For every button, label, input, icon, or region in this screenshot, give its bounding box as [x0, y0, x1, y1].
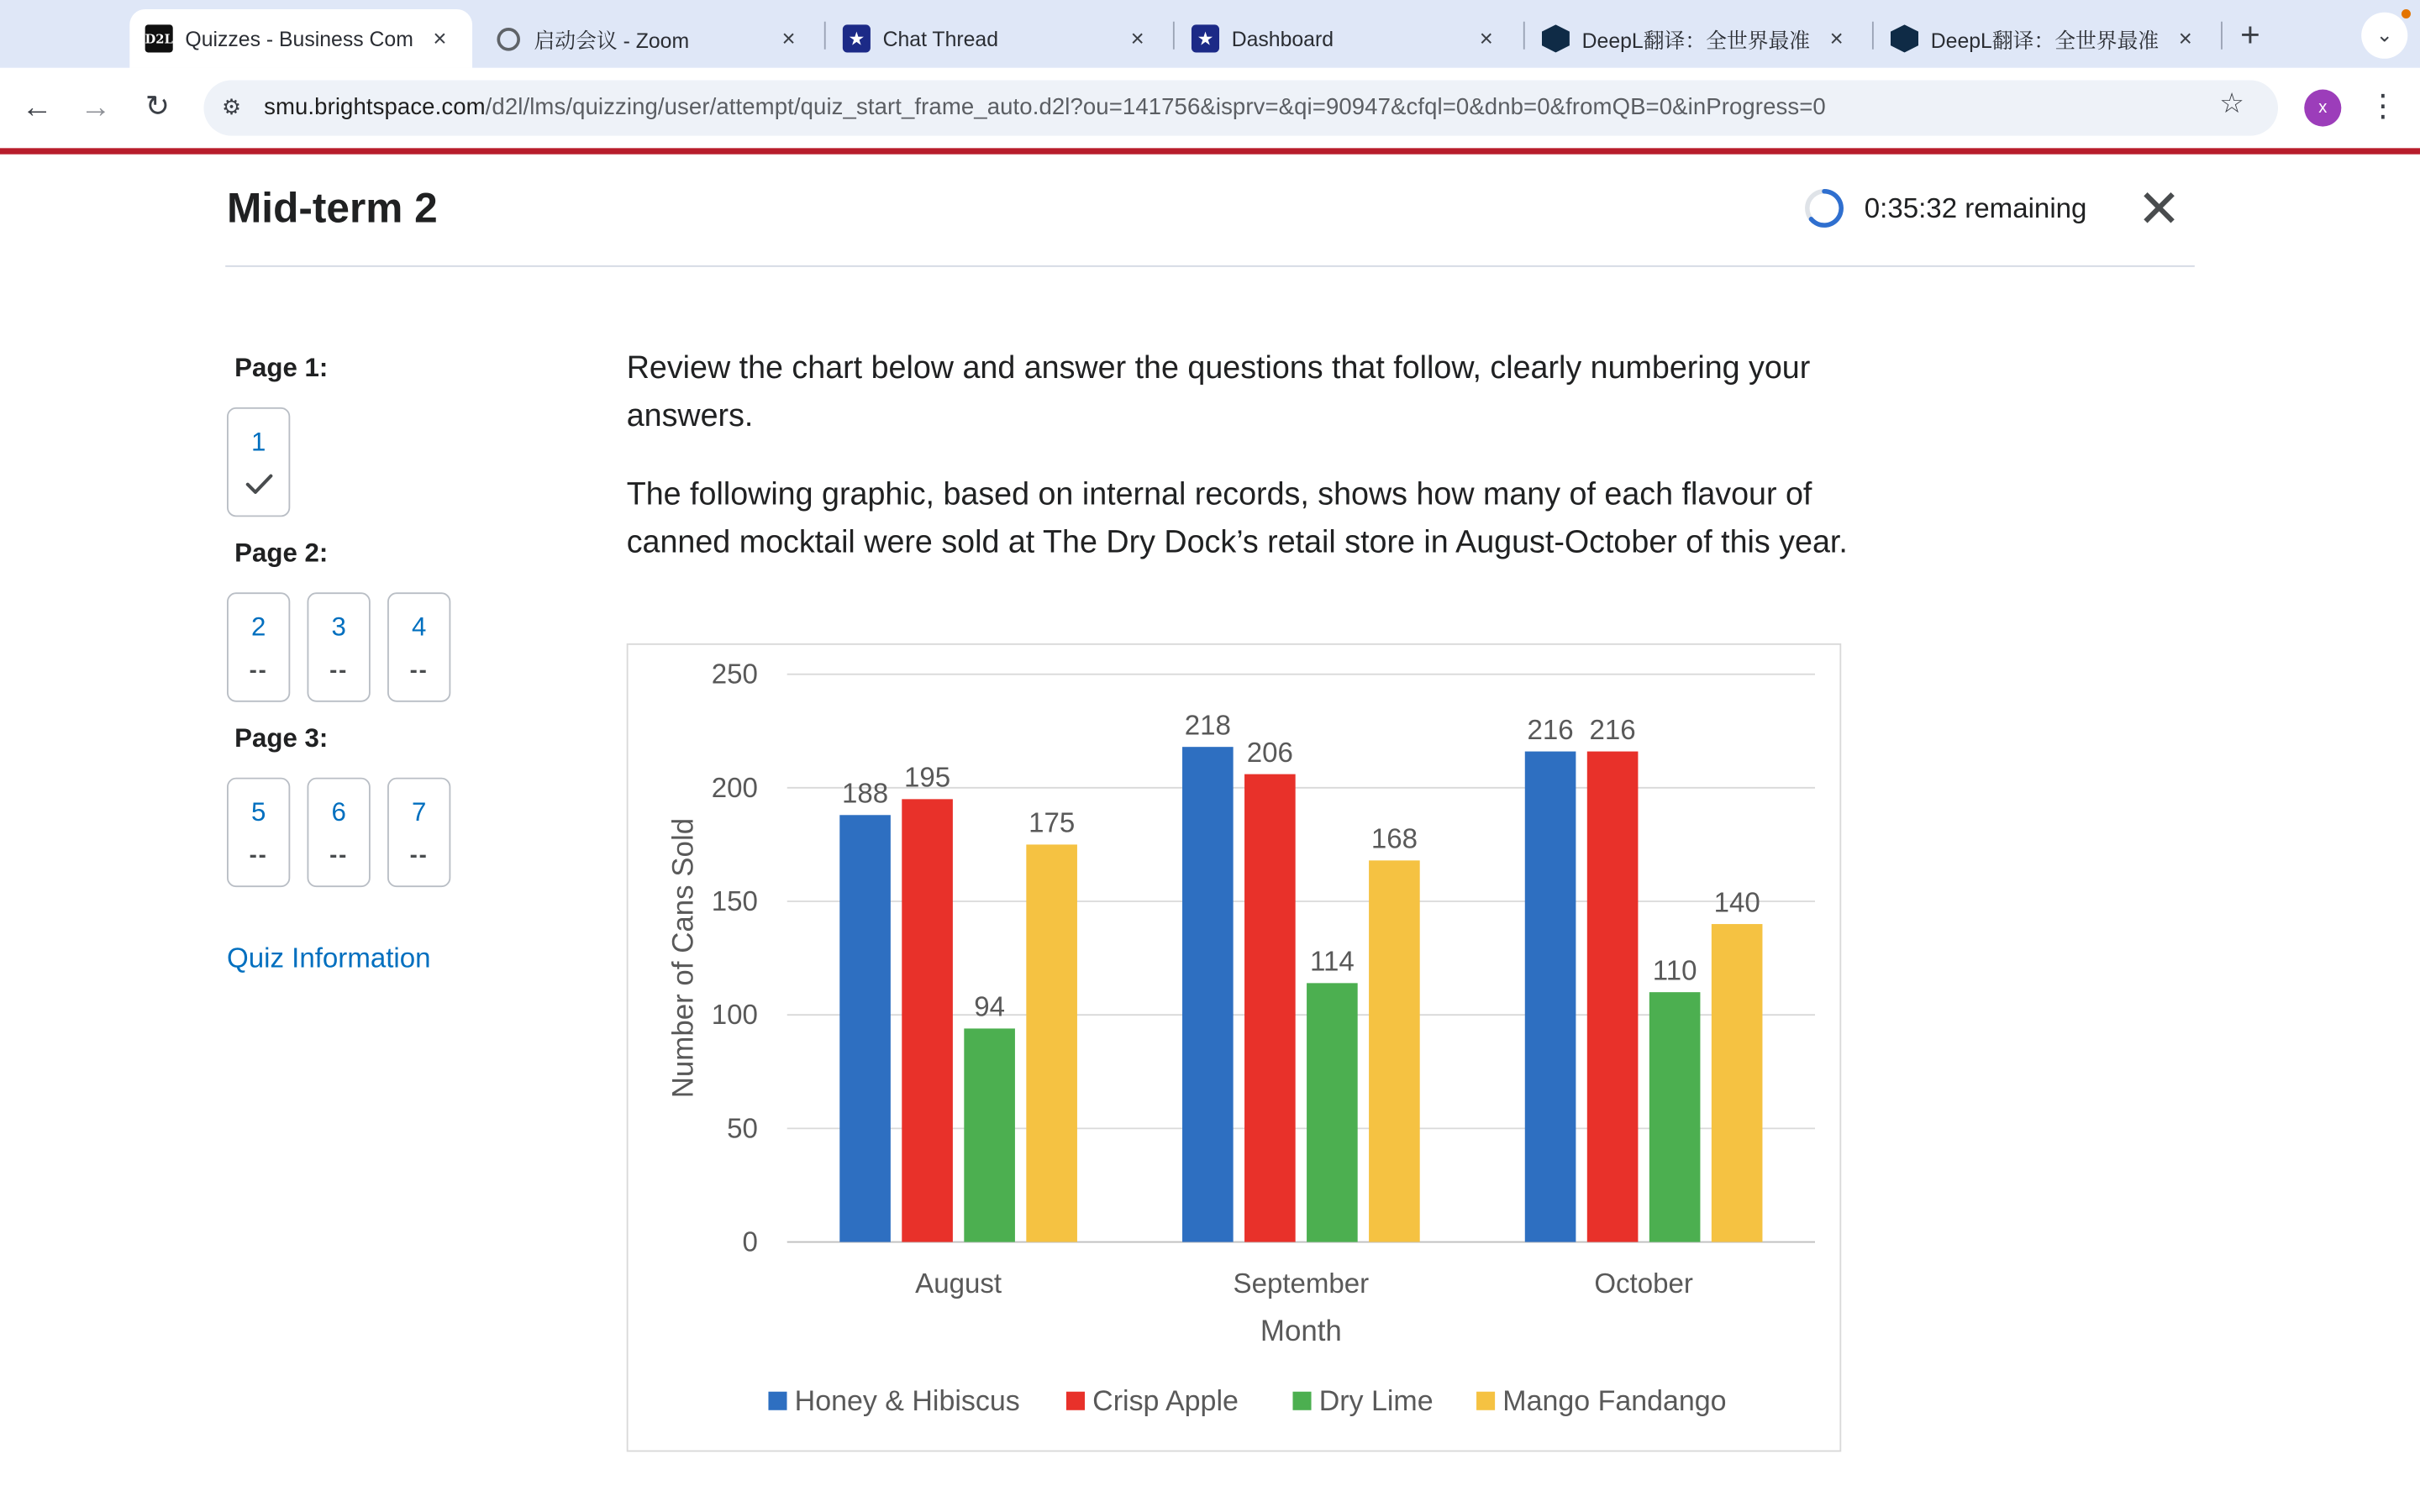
quiz-timer: [1802, 186, 2086, 229]
legend-swatch: [1292, 1392, 1311, 1410]
address-bar[interactable]: [203, 81, 2278, 136]
data-label: 94: [974, 991, 1006, 1023]
bar: [1026, 844, 1077, 1242]
question-status: --: [409, 842, 429, 869]
question-status: --: [249, 842, 268, 869]
question-3-button[interactable]: [308, 592, 371, 701]
legend-label: Honey & Hibiscus: [794, 1384, 1020, 1417]
data-label: 114: [1310, 946, 1355, 978]
y-tick-label: 100: [711, 1000, 758, 1032]
x-tick-label: August: [915, 1268, 1002, 1300]
question-2-button[interactable]: [227, 592, 290, 701]
site-settings-icon[interactable]: ⚙: [221, 94, 242, 119]
globe-icon: [494, 24, 522, 52]
reload-icon[interactable]: ↻: [145, 91, 170, 123]
question-5-button[interactable]: [227, 778, 290, 887]
tab-chat-thread[interactable]: [827, 9, 1170, 68]
timer-progress-icon: [1802, 186, 1845, 229]
bar: [1369, 860, 1420, 1242]
url-path: /d2l/lms/quizzing/user/attempt/quiz_start_frame_auto.d2l?ou=141756&isprv=&qi=90947&cfql=0&dnb=0&fromQB=0&inProgress=0: [485, 94, 1826, 121]
url-host: smu.brightspace.com: [264, 94, 486, 121]
deepl-favicon-icon: [1542, 24, 1570, 52]
tab-close-icon[interactable]: ×: [1130, 25, 1144, 52]
bar: [1525, 752, 1576, 1242]
tab-title: DeepL翻译：全世界最准: [1930, 29, 2160, 53]
bar: [1587, 752, 1639, 1242]
close-quiz-button[interactable]: ✕: [2137, 180, 2181, 239]
y-tick-label: 150: [711, 886, 758, 918]
page-3-label: Page 3:: [234, 723, 329, 753]
x-tick-label: October: [1594, 1268, 1693, 1300]
question-status: --: [409, 657, 429, 684]
tab-separator: [1173, 22, 1175, 50]
tab-title: DeepL翻译：全世界最准: [1581, 29, 1811, 53]
question-status: --: [329, 842, 349, 869]
legend-swatch: [1066, 1392, 1085, 1410]
question-status: --: [329, 657, 349, 684]
notification-dot: [2402, 9, 2411, 18]
tab-deepl-2[interactable]: [1876, 9, 2218, 68]
profile-avatar[interactable]: x: [2304, 90, 2341, 127]
question-1-button[interactable]: [227, 407, 290, 517]
question-6-button[interactable]: [308, 778, 371, 887]
x-tick-label: September: [1233, 1268, 1370, 1300]
context-paragraph: The following graphic, based on internal records, shows how many of each flavour of canned mocktail were sold at The Dry Dock’s retail store in August-October of this year.: [626, 476, 1848, 559]
y-axis-title: Number of Cans Sold: [666, 817, 700, 1099]
tab-search-chevron-icon[interactable]: ⌄: [2361, 13, 2407, 59]
data-label: 216: [1589, 714, 1636, 746]
browser-menu-icon[interactable]: ⋮: [2367, 89, 2399, 123]
question-number: 3: [331, 612, 346, 643]
bookmark-star-icon[interactable]: ☆: [2219, 87, 2244, 119]
bar: [1712, 924, 1763, 1242]
y-tick-label: 200: [711, 772, 758, 804]
page-1-label: Page 1:: [234, 353, 329, 383]
question-number: 4: [411, 612, 427, 643]
question-7-button[interactable]: [387, 778, 450, 887]
legend-label: Mango Fandango: [1502, 1384, 1727, 1417]
bar: [1649, 992, 1701, 1242]
legend-swatch: [768, 1392, 786, 1410]
tab-title: 启动会议 - Zoom: [534, 29, 690, 53]
url-text[interactable]: [264, 94, 1826, 120]
deepl-favicon-icon: [1891, 24, 1918, 52]
question-number: 7: [411, 797, 427, 827]
tab-close-icon[interactable]: ×: [2178, 25, 2192, 52]
page-2-label: Page 2:: [234, 538, 329, 568]
tab-title: Chat Thread: [882, 27, 999, 50]
data-label: 195: [904, 762, 951, 794]
star-favicon-icon: ★: [1192, 24, 1219, 52]
y-tick-label: 50: [727, 1113, 758, 1145]
browser-tab-strip: [0, 0, 2420, 68]
tab-close-icon[interactable]: ×: [781, 25, 796, 52]
tab-close-icon[interactable]: ×: [1829, 25, 1844, 52]
data-label: 110: [1652, 955, 1697, 987]
new-tab-button[interactable]: +: [2240, 15, 2260, 55]
data-label: 175: [1028, 807, 1076, 839]
forward-arrow-icon[interactable]: →: [80, 91, 112, 125]
question-4-button[interactable]: [387, 592, 450, 701]
data-label: 168: [1370, 823, 1418, 855]
question-status: --: [249, 657, 268, 684]
quiz-title: Mid-term 2: [226, 185, 438, 232]
bar: [839, 815, 891, 1242]
bar: [1307, 983, 1358, 1242]
legend-swatch: [1476, 1392, 1495, 1410]
tab-separator: [1523, 22, 1525, 50]
tab-deepl-1[interactable]: [1527, 9, 1870, 68]
bar: [964, 1028, 1015, 1242]
question-number: 6: [331, 797, 346, 827]
y-tick-label: 0: [742, 1226, 758, 1258]
star-favicon-icon: ★: [843, 24, 871, 52]
question-number: 2: [250, 612, 266, 643]
tab-dashboard[interactable]: [1176, 9, 1519, 68]
data-label: 188: [842, 778, 889, 810]
checkmark-icon: [245, 474, 273, 496]
y-tick-label: 250: [711, 659, 758, 690]
tab-title: Dashboard: [1231, 27, 1334, 50]
x-axis-title: Month: [1260, 1315, 1342, 1348]
tab-separator: [1872, 22, 1874, 50]
header-divider: [225, 265, 2195, 267]
data-label: 140: [1713, 887, 1760, 919]
brand-accent-bar: [0, 148, 2420, 154]
tab-separator: [2221, 22, 2223, 50]
bar: [902, 799, 953, 1242]
quiz-information-link[interactable]: Quiz Information: [226, 942, 431, 974]
bar: [1182, 747, 1234, 1242]
tab-quizzes[interactable]: [129, 9, 472, 68]
chart-svg: [629, 645, 1844, 1453]
tab-separator: [824, 22, 826, 50]
d2l-favicon-icon: D2L: [145, 24, 173, 52]
back-arrow-icon[interactable]: ←: [21, 91, 53, 125]
data-label: 206: [1246, 737, 1293, 769]
tab-title: Quizzes - Business Com: [185, 27, 413, 50]
data-label: 218: [1184, 710, 1231, 742]
question-number: 5: [250, 797, 266, 827]
timer-text: 0:35:32 remaining: [1864, 192, 2087, 223]
data-label: 216: [1527, 714, 1574, 746]
sales-bar-chart: [627, 643, 1842, 1452]
tab-zoom[interactable]: [478, 9, 821, 68]
legend-label: Crisp Apple: [1092, 1384, 1239, 1417]
instruction-paragraph: Review the chart below and answer the questions that follow, clearly numbering your answers.: [626, 349, 1811, 433]
legend-label: Dry Lime: [1318, 1384, 1434, 1417]
question-number: 1: [250, 427, 266, 457]
tab-close-icon[interactable]: ×: [1479, 25, 1493, 52]
tab-close-icon[interactable]: ×: [433, 25, 447, 52]
browser-toolbar: [0, 68, 2420, 149]
bar: [1244, 774, 1296, 1242]
